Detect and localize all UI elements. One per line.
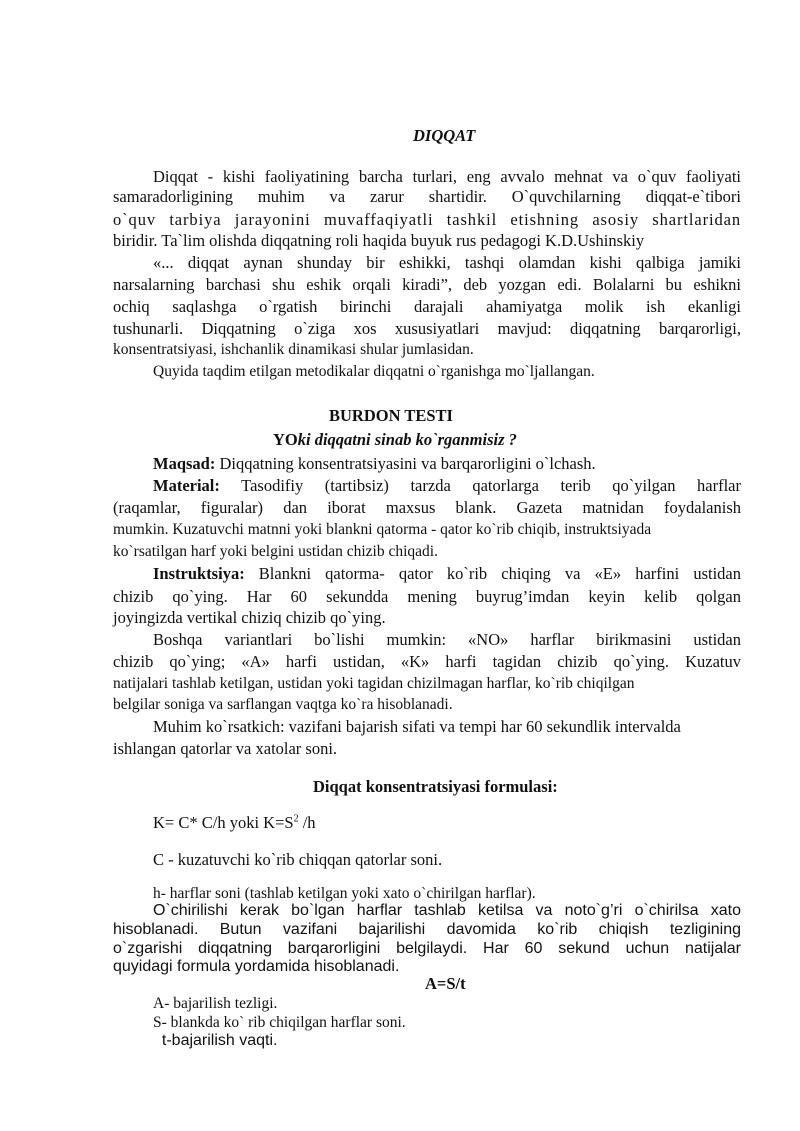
intro-line-2 [113, 187, 741, 206]
material-line-2: (raqamlar, figuralar) dan iborat maxsus blank. Gazeta matnidan foydalanish [113, 498, 741, 517]
boshqa-line-2: chizib qo`ying; «A» harfi ustidan, «K» harfi tagidan chizib qo`ying. Kuzatuv [113, 652, 741, 671]
formula-c-definition: C - kuzatuvchi ko`rib chiqqan qatorlar soni. [153, 850, 443, 869]
instr-label: Instruktsiya: [153, 564, 245, 583]
formula-para-line-4: quyidagi formula yordamida hisoblanadi. [113, 958, 400, 975]
instr-line-1 [153, 564, 741, 583]
burdon-heading: BURDON TESTI [329, 406, 453, 425]
material-line-1 [153, 476, 741, 495]
instr-line-2: chizib qo`ying. Har 60 sekundda mening buyrug’imdan keyin kelib qolgan [113, 587, 741, 606]
formula-k-text: K= C* C/h yoki K=S [153, 813, 294, 832]
material-line-3: mumkin. Kuzatuvchi matnni yoki blankni qatorma - qator ko`rib chiqib, instruktsiyada [113, 521, 652, 538]
boshqa-line-1: Boshqa variantlari bo`lishi mumkin: «NO» harflar birikmasini ustidan [153, 630, 741, 649]
formula-speed: A=S/t [425, 974, 466, 993]
intro-line-5: «... diqqat aynan shunday bir eshikki, tashqi olamdan kishi qalbiga jamiki [153, 253, 741, 272]
formula-para-line-3: o`zgarishi diqqatning barqarorligini belgilaydi. Har 60 sekund uchun natijalar [113, 940, 741, 957]
material-line-4: ko`rsatilgan harf yoki belgini ustidan chizib chiqadi. [113, 543, 438, 560]
formula-heading: Diqqat konsentratsiyasi formulasi: [313, 777, 558, 796]
instr-text-1: Blankni qatorma- qator ko`rib chiqing va «E» harfini ustidan [244, 564, 741, 583]
maqsad-text: Diqqatning konsentratsiyasini va barqarorligini o`lchash. [215, 454, 596, 473]
intro-line-4: biridir. Ta`lim olishda diqqatning roli haqida buyuk rus pedagogi K.D.Ushinskiy [113, 231, 645, 250]
intro-line-1: Diqqat - kishi faoliyatining barcha turlari, eng avvalo mehnat va o`quv faoliyati [153, 167, 741, 186]
intro-line-7: ochiq saqlashga o`rgatish birinchi darajali ahamiyatga molik ish ekanligi [113, 297, 741, 316]
burdon-subheading-yo: YO [273, 430, 298, 449]
intro-line-3: o`quv tarbiya jarayonini muvaffaqiyatli tashkil etishning asosiy shartlaridan [113, 210, 741, 229]
intro-line-9: konsentratsiyasi, ishchanlik dinamikasi shular jumlasidan. [113, 341, 474, 358]
muhim-line-2: ishlangan qatorlar va xatolar soni. [113, 739, 338, 758]
boshqa-line-3: natijalari tashlab ketilgan, ustidan yoki tagidan chizilmagan harflar, ko`rib chiqilgan [113, 675, 635, 692]
burdon-subheading-rest: ki diqqatni sinab ko`rganmisiz ? [297, 430, 517, 449]
material-text-1: Tasodifiy (tartibsiz) tarzda qatorlarga terib qo`yilgan harflar [219, 476, 741, 495]
material-label: Material: [153, 476, 220, 495]
formula-t-definition: t-bajarilish vaqti. [153, 1032, 278, 1049]
maqsad-label: Maqsad: [153, 454, 216, 473]
formula-exponent: 2 [293, 813, 299, 825]
boshqa-line-4: belgilar soniga va sarflangan vaqtga ko`ra hisoblanadi. [113, 696, 453, 713]
page-title: DIQQAT [413, 126, 476, 145]
burdon-subheading [273, 430, 517, 449]
intro-line-6: narsalarning barchasi shu eshik orqali kiradi”, deb yozgan edi. Bolalarni bu eshikni [113, 275, 741, 294]
formula-k-line [153, 813, 316, 832]
muhim-line-1: Muhim ko`rsatkich: vazifani bajarish sifati va tempi har 60 sekundlik intervalda [153, 717, 681, 736]
formula-para-line-1: O`chirilishi kerak bo`lgan harflar tashlab ketilsa va noto`g’ri o`chirilsa xato [153, 902, 741, 919]
instr-line-3: joyingizda vertikal chiziq chizib qo`ying. [113, 608, 386, 627]
formula-k-tail: /h [298, 813, 316, 832]
intro-line-8: tushunarli. Diqqatning o`ziga xos xususiyatlari mavjud: diqqatning barqarorligi, [113, 319, 741, 338]
formula-s-definition: S- blankda ko` rib chiqilgan harflar soni. [153, 1014, 406, 1031]
formula-para-line-2: hisoblanadi. Butun vazifani bajarilishi davomida ko`rib chiqish tezligining [113, 921, 741, 938]
intro-line-10: Quyida taqdim etilgan metodikalar diqqatni o`rganishga mo`ljallangan. [153, 363, 595, 380]
formula-h-definition: h- harflar soni (tashlab ketilgan yoki xato o`chirilgan harflar). [153, 885, 536, 902]
maqsad-line [153, 454, 596, 473]
formula-a-definition: A- bajarilish tezligi. [153, 995, 278, 1012]
intro-line-2-text: samaradorligining muhim va zarur shartidir. O`quvchilarning diqqat-e`tibori [113, 187, 741, 206]
